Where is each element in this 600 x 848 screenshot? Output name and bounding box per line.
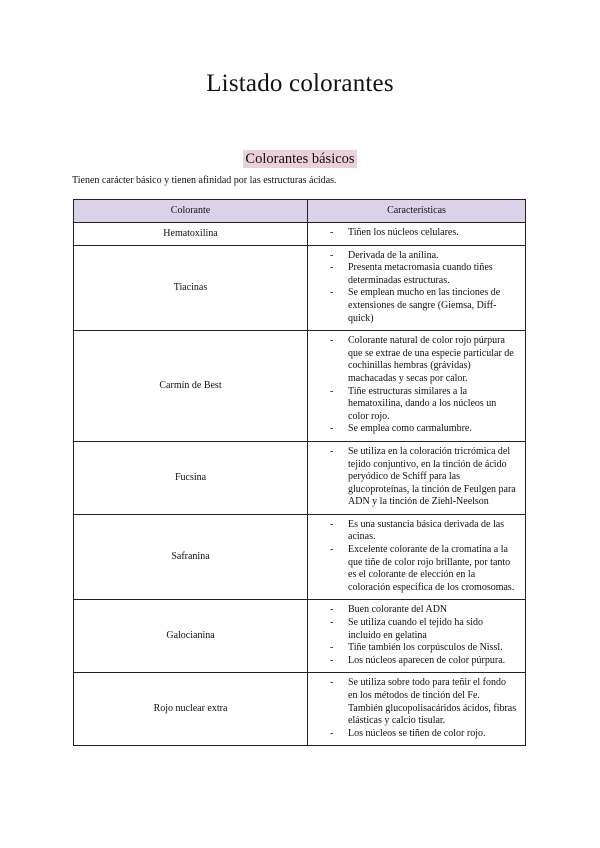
characteristic-item: - Tiñen los núcleos celulares. — [330, 227, 517, 240]
characteristics-cell — [308, 600, 526, 673]
characteristic-item: - Buen colorante del ADN — [330, 604, 517, 617]
table-header-row — [74, 200, 526, 223]
dye-name-cell: Galocianina — [74, 600, 308, 673]
characteristics-list — [330, 446, 517, 509]
intro-paragraph: Tienen carácter básico y tienen afinidad por las estructuras ácidas. — [72, 175, 337, 186]
characteristics-list — [330, 335, 517, 436]
characteristic-item: - Es una sustancia básica derivada de las acinas. — [330, 519, 517, 544]
section-heading-wrap — [0, 150, 600, 168]
characteristic-item: - Se utiliza sobre todo para teñir el fondo en los métodos de tinción del Fe. También glucopolisacáridos ácidos, fibras elásticas y calcio tisular. — [330, 677, 517, 727]
characteristic-item: - Tiñe estructuras similares a la hematoxilina, dando a los núcleos un color rojo. — [330, 386, 517, 424]
dye-name-cell: Safranina — [74, 514, 308, 600]
dye-name-cell: Rojo nuclear extra — [74, 673, 308, 746]
characteristics-list — [330, 519, 517, 595]
characteristics-list — [330, 227, 517, 240]
characteristic-item: - Excelente colorante de la cromatina a la que tiñe de color rojo brillante, por tanto es el colorante de elección en la coloración específica de los cromosomas. — [330, 544, 517, 594]
characteristic-item: - Los núcleos se tiñen de color rojo. — [330, 728, 517, 741]
dye-name-cell: Tiacinas — [74, 245, 308, 331]
dye-name-cell: Carmín de Best — [74, 331, 308, 442]
characteristics-cell — [308, 514, 526, 600]
characteristics-list — [330, 677, 517, 740]
table-row — [74, 673, 526, 746]
table-row — [74, 600, 526, 673]
characteristics-cell — [308, 245, 526, 331]
characteristics-list — [330, 250, 517, 326]
column-header-caracteristicas: Características — [308, 200, 526, 223]
characteristics-cell — [308, 673, 526, 746]
characteristic-item: - Se emplean mucho en las tinciones de extensiones de sangre (Giemsa, Diff-quick) — [330, 287, 517, 325]
table-row — [74, 245, 526, 331]
characteristics-list — [330, 604, 517, 667]
page-title: Listado colorantes — [206, 70, 394, 97]
characteristic-item: - Derivada de la anilina. — [330, 250, 517, 263]
section-title: Colorantes básicos — [245, 151, 355, 167]
table-row — [74, 223, 526, 246]
table-body — [74, 223, 526, 746]
characteristic-item: - Tiñe también los corpúsculos de Nissl. — [330, 642, 517, 655]
dye-name-cell: Fucsina — [74, 441, 308, 514]
characteristic-item: - Los núcleos aparecen de color púrpura. — [330, 655, 517, 668]
characteristic-item: - Se utiliza en la coloración tricrómica del tejido conjuntivo, en la tinción de ácido peryódico de Schiff para las glucoproteínas, la tinción de Feulgen para ADN y la tinción de Ziehl-Neelson — [330, 446, 517, 509]
dye-table — [73, 199, 526, 746]
column-header-colorante: Colorante — [74, 200, 308, 223]
dye-name-cell: Hematoxilina — [74, 223, 308, 246]
characteristic-item: - Se utiliza cuando el tejido ha sido incluido en gelatina — [330, 617, 517, 642]
characteristic-item: - Presenta metacromasia cuando tiñes determinadas estructuras. — [330, 262, 517, 287]
characteristics-cell — [308, 223, 526, 246]
characteristic-item: - Colorante natural de color rojo púrpura que se extrae de una especie particular de cochinillas hembras (grávidas) machacadas y secas por calor. — [330, 335, 517, 385]
characteristics-cell — [308, 331, 526, 442]
table-row — [74, 441, 526, 514]
characteristics-cell — [308, 441, 526, 514]
table-row — [74, 331, 526, 442]
table-row — [74, 514, 526, 600]
characteristic-item: - Se emplea como carmalumbre. — [330, 423, 517, 436]
